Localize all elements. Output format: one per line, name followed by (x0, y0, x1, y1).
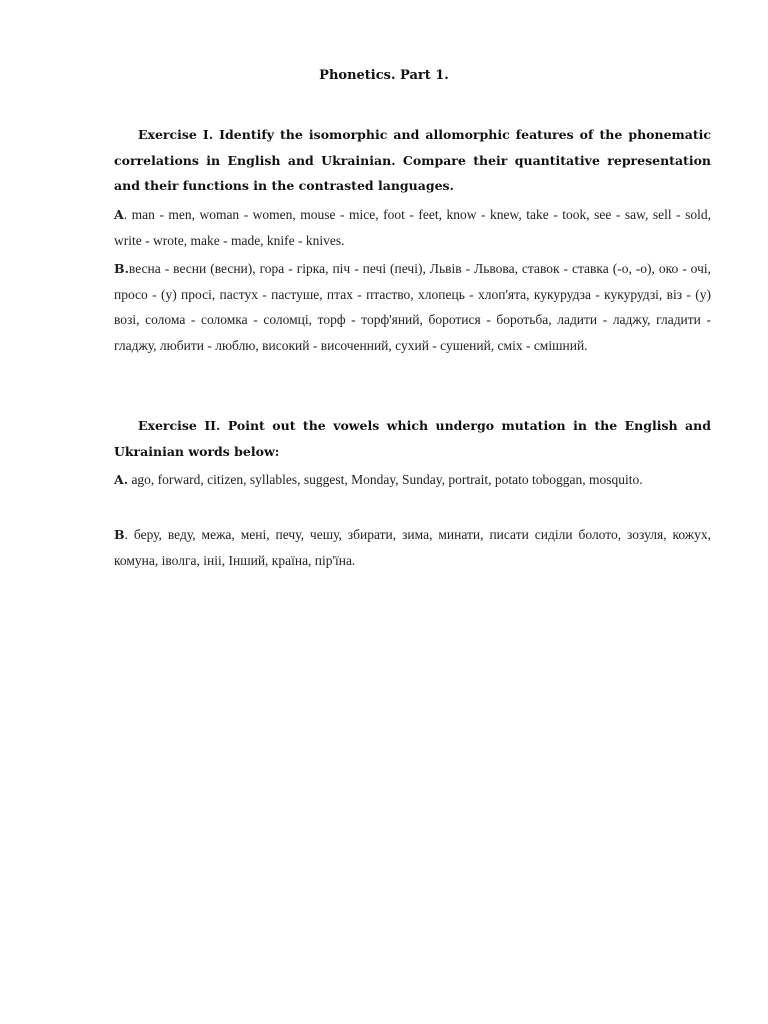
exercise-2-part-a-paragraph (114, 467, 711, 493)
exercise-2-heading: Exercise II. Point out the vowels which undergo mutation in the English and Ukrainian words below: (114, 418, 711, 459)
exercise-2-heading-block (114, 413, 711, 464)
exercise-1-heading-block (114, 122, 711, 199)
exercise-1-part-a (114, 202, 711, 253)
exercise-1-part-a-text: . man - men, woman - women, mouse - mice, foot - feet, know - knew, take - took, see - saw, sell - sold, write - wrote, make - made, knife - knives. (114, 207, 711, 248)
exercise-2-part-b-text: . беру, веду, межа, мені, печу, чешу, збирати, зима, минати, писати сиділи болото, зозуля, кожух, комуна, іволга, ініі, Інший, країна, пір'їна. (114, 527, 711, 568)
exercise-2-part-b-paragraph (114, 522, 711, 573)
exercise-1-part-a-paragraph (114, 202, 711, 253)
exercise-2-part-b (114, 522, 711, 573)
exercise-2-part-a (114, 467, 711, 493)
document-title: Phonetics. Part 1. (319, 68, 449, 83)
exercise-1-part-b (114, 256, 711, 358)
exercise-1-part-b-paragraph (114, 256, 711, 358)
exercise-2-part-a-text: ago, forward, citizen, syllables, suggest, Monday, Sunday, portrait, potato toboggan, mosquito. (128, 472, 643, 487)
exercise-1-part-b-marker: B. (114, 261, 129, 276)
exercise-1-part-b-text: весна - весни (весни), гора - гірка, піч - печі (печі), Львів - Львова, ставок - ставка (-о, -о), око - очі, просо - (у) просі, пастух - пастуше, птах - птаство, хлопець - хлоп'ята, кукурудза - кукурудзі, віз - (у) возі, солома - соломка - соломці, торф - торф'яний, боротися - боротьба, ладити - ладжу, гладити - гладжу, любити - люблю, високий - височенний, сухий - сушений, сміх - смішний. (114, 261, 711, 353)
exercise-2-part-a-marker: A. (114, 472, 129, 487)
exercise-1-part-a-marker: A (114, 207, 124, 222)
exercise-2-part-b-marker: B (114, 527, 125, 542)
exercise-1-heading: Exercise I. Identify the isomorphic and allomorphic features of the phonematic correlations in English and Ukrainian. Compare their quantitative representation and their functions in the contrasted languages. (114, 127, 711, 193)
